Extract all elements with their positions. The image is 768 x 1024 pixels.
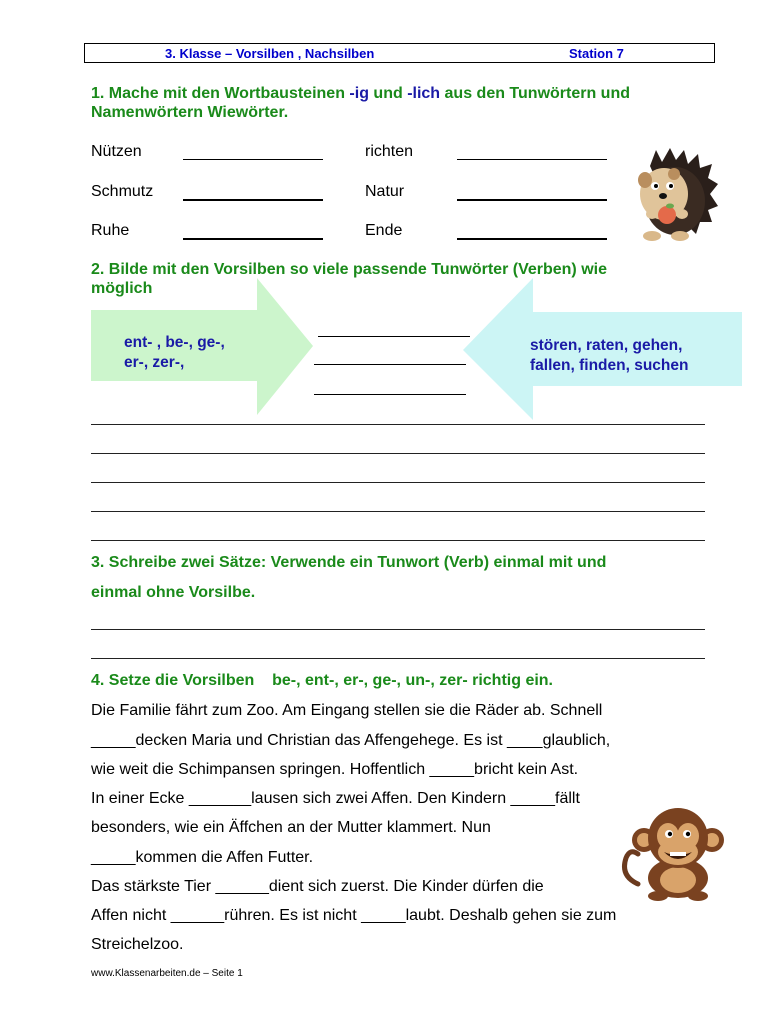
word-natur: Natur	[365, 183, 405, 200]
answer-blank[interactable]	[183, 199, 323, 201]
task3-title: 3. Schreibe zwei Sätze: Verwende ein Tunwort (Verb) einmal mit und	[91, 554, 607, 571]
header-station: Station 7	[569, 46, 624, 61]
task2-title: 2. Bilde mit den Vorsilben so viele passende Tunwörter (Verben) wie	[91, 261, 607, 278]
answer-blank[interactable]	[457, 238, 607, 240]
word-richten: richten	[365, 143, 414, 160]
verbs-line1: stören, raten, gehen,	[530, 337, 683, 354]
text-line: Affen nicht ______rühren. Es ist nicht _____laubt. Deshalb gehen sie zum	[91, 907, 617, 924]
footer-text: www.Klassenarbeiten.de – Seite 1	[91, 968, 243, 979]
monkey-icon	[618, 806, 740, 902]
text-line: In einer Ecke _______lausen sich zwei Affen. Den Kindern _____fällt	[91, 790, 580, 807]
prefixes-line2: er-, zer-,	[124, 354, 185, 371]
writing-line[interactable]	[91, 540, 705, 541]
answer-blank[interactable]	[457, 159, 607, 160]
word-ruhe: Ruhe	[91, 222, 130, 239]
answer-blank[interactable]	[183, 159, 323, 160]
writing-line[interactable]	[91, 482, 705, 483]
prefixes-line1: ent- , be-, ge-,	[124, 334, 225, 351]
text-line: Das stärkste Tier ______dient sich zuerst. Die Kinder dürfen die	[91, 878, 544, 895]
header-title: 3. Klasse – Vorsilben , Nachsilben	[165, 46, 375, 61]
answer-blank[interactable]	[318, 336, 470, 337]
task4-title: 4. Setze die Vorsilben be-, ent-, er-, ge-, un-, zer- richtig ein.	[91, 672, 553, 689]
writing-line[interactable]	[91, 424, 705, 425]
word-nuetzen: Nützen	[91, 143, 142, 160]
writing-line[interactable]	[91, 658, 705, 659]
task3-title-line2: einmal ohne Vorsilbe.	[91, 584, 256, 601]
answer-blank[interactable]	[314, 364, 466, 365]
word-ende: Ende	[365, 222, 403, 239]
answer-blank[interactable]	[457, 199, 607, 201]
text-line: Streichelzoo.	[91, 936, 184, 953]
word-schmutz: Schmutz	[91, 183, 154, 200]
task2-title-line2: möglich	[91, 280, 153, 297]
writing-line[interactable]	[91, 453, 705, 454]
verbs-line2: fallen, finden, suchen	[530, 357, 689, 374]
answer-blank[interactable]	[314, 394, 466, 395]
text-line: _____kommen die Affen Futter.	[91, 849, 314, 866]
text-line: _____decken Maria und Christian das Affengehege. Es ist ____glaublich,	[91, 732, 611, 749]
task1-title-line2: Namenwörtern Wiewörter.	[91, 104, 289, 121]
text-line: Die Familie fährt zum Zoo. Am Eingang stellen sie die Räder ab. Schnell	[91, 702, 603, 719]
task1-title: 1. Mache mit den Wortbausteinen -ig und -lich aus den Tunwörtern und	[91, 85, 630, 102]
answer-blank[interactable]	[183, 238, 323, 240]
hedgehog-icon	[630, 146, 720, 244]
text-line: wie weit die Schimpansen springen. Hoffentlich _____bricht kein Ast.	[91, 761, 579, 778]
text-line: besonders, wie ein Äffchen an der Mutter klammert. Nun	[91, 819, 491, 836]
writing-line[interactable]	[91, 511, 705, 512]
writing-line[interactable]	[91, 629, 705, 630]
